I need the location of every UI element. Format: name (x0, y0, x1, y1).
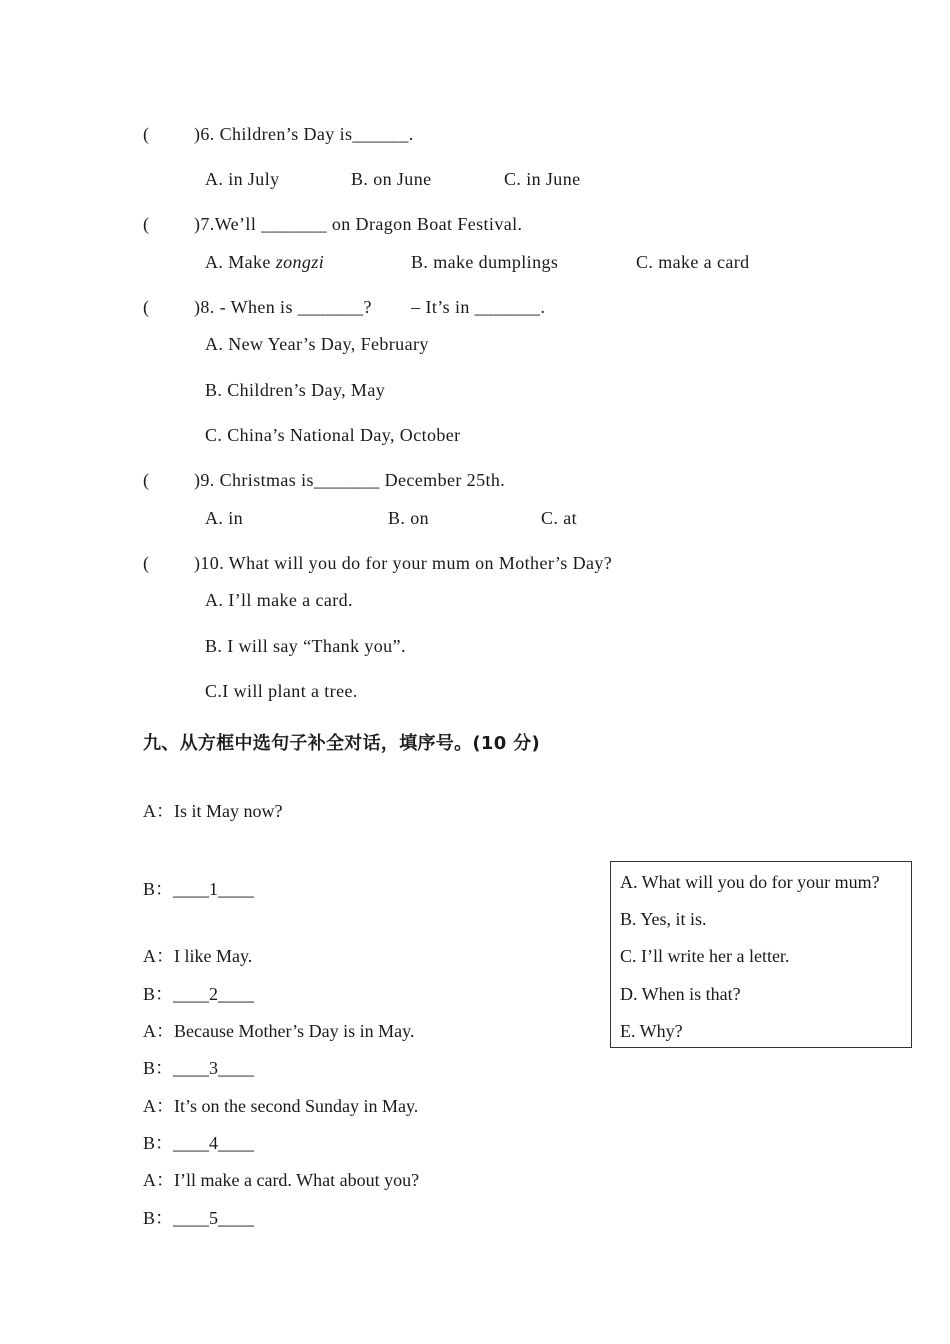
question-8-stem: 8. - When is _______? – It’s in _______. (200, 297, 546, 317)
speaker-label: A： (143, 1096, 174, 1116)
answer-bracket-close: ) (194, 124, 201, 144)
question-7-option-b: B. make dumplings (411, 252, 559, 272)
answer-blank: ____1____ (173, 879, 255, 899)
dialogue-line (143, 980, 254, 1006)
question-6-option-c: C. in June (504, 169, 581, 189)
dialogue-line (143, 1017, 414, 1043)
dialogue-text: Because Mother’s Day is in May. (174, 1021, 415, 1041)
question-9-text (194, 470, 505, 491)
answer-bracket-open: ( (143, 553, 149, 573)
answer-bracket-open: ( (143, 124, 149, 144)
dialogue-line (143, 1092, 418, 1118)
speaker-label: A： (143, 1021, 174, 1041)
question-6-text (194, 124, 414, 145)
dialogue-text: Is it May now? (174, 801, 283, 821)
dialogue-line (143, 797, 282, 823)
box-option-e: E. Why? (620, 1021, 683, 1041)
question-9-option-b: B. on (388, 508, 430, 528)
question-9-stem: 9. Christmas is_______ December 25th. (200, 470, 506, 490)
question-8-text (194, 297, 545, 318)
speaker-label: A： (143, 946, 174, 966)
question-6-stem: 6. Children’s Day is______. (200, 124, 414, 144)
question-7-option-a-italic: zongzi (275, 252, 325, 272)
question-10-text (194, 553, 612, 574)
answer-bracket-open: ( (143, 297, 149, 317)
answer-blank: ____5____ (173, 1208, 255, 1228)
sentence-options-box (610, 861, 912, 1048)
question-10-option-c: C.I will plant a tree. (205, 681, 358, 701)
box-option-c: C. I’ll write her a letter. (620, 946, 790, 966)
answer-blank: ____2____ (173, 984, 255, 1004)
question-10-option-b: B. I will say “Thank you”. (205, 636, 406, 656)
answer-bracket-close: ) (194, 470, 201, 490)
dialogue-line (143, 1166, 419, 1192)
question-7-option-c: C. make a card (636, 252, 750, 272)
speaker-label: B： (143, 879, 174, 899)
dialogue-line (143, 875, 254, 901)
answer-bracket-open: ( (143, 470, 149, 490)
speaker-label: B： (143, 1058, 174, 1078)
question-8-option-c: C. China’s National Day, October (205, 425, 461, 445)
dialogue-line (143, 1054, 254, 1080)
question-9-option-c: C. at (541, 508, 577, 528)
answer-bracket-close: ) (194, 297, 201, 317)
question-6-option-a: A. in July (205, 169, 280, 189)
question-10-option-a: A. I’ll make a card. (205, 590, 353, 610)
answer-blank: ____4____ (173, 1133, 255, 1153)
box-option-d: D. When is that? (620, 984, 741, 1004)
answer-bracket-close: ) (194, 214, 201, 234)
dialogue-text: I’ll make a card. What about you? (174, 1170, 420, 1190)
section-9-heading: 九、从方框中选句子补全对话，填序号。(10 分) (143, 733, 540, 754)
speaker-label: B： (143, 1208, 174, 1228)
question-8-option-a: A. New Year’s Day, February (205, 334, 429, 354)
dialogue-line (143, 1204, 254, 1230)
speaker-label: B： (143, 1133, 174, 1153)
question-7-stem: 7.We’ll _______ on Dragon Boat Festival. (200, 214, 523, 234)
question-7-option-a (205, 252, 324, 273)
answer-bracket-close: ) (194, 553, 201, 573)
answer-blank: ____3____ (173, 1058, 255, 1078)
question-9-option-a: A. in (205, 508, 243, 528)
dialogue-text: It’s on the second Sunday in May. (174, 1096, 419, 1116)
answer-bracket-open: ( (143, 214, 149, 234)
speaker-label: A： (143, 1170, 174, 1190)
speaker-label: A： (143, 801, 174, 821)
question-8-option-b: B. Children’s Day, May (205, 380, 386, 400)
box-option-b: B. Yes, it is. (620, 909, 707, 929)
dialogue-line (143, 1129, 254, 1155)
box-option-a: A. What will you do for your mum? (620, 872, 880, 892)
question-10-stem: 10. What will you do for your mum on Mother’s Day? (200, 553, 613, 573)
dialogue-text: I like May. (174, 946, 253, 966)
speaker-label: B： (143, 984, 174, 1004)
question-6-option-b: B. on June (351, 169, 432, 189)
dialogue-line (143, 942, 252, 968)
question-7-text (194, 214, 522, 235)
question-7-option-a-label: A. Make (205, 252, 276, 272)
